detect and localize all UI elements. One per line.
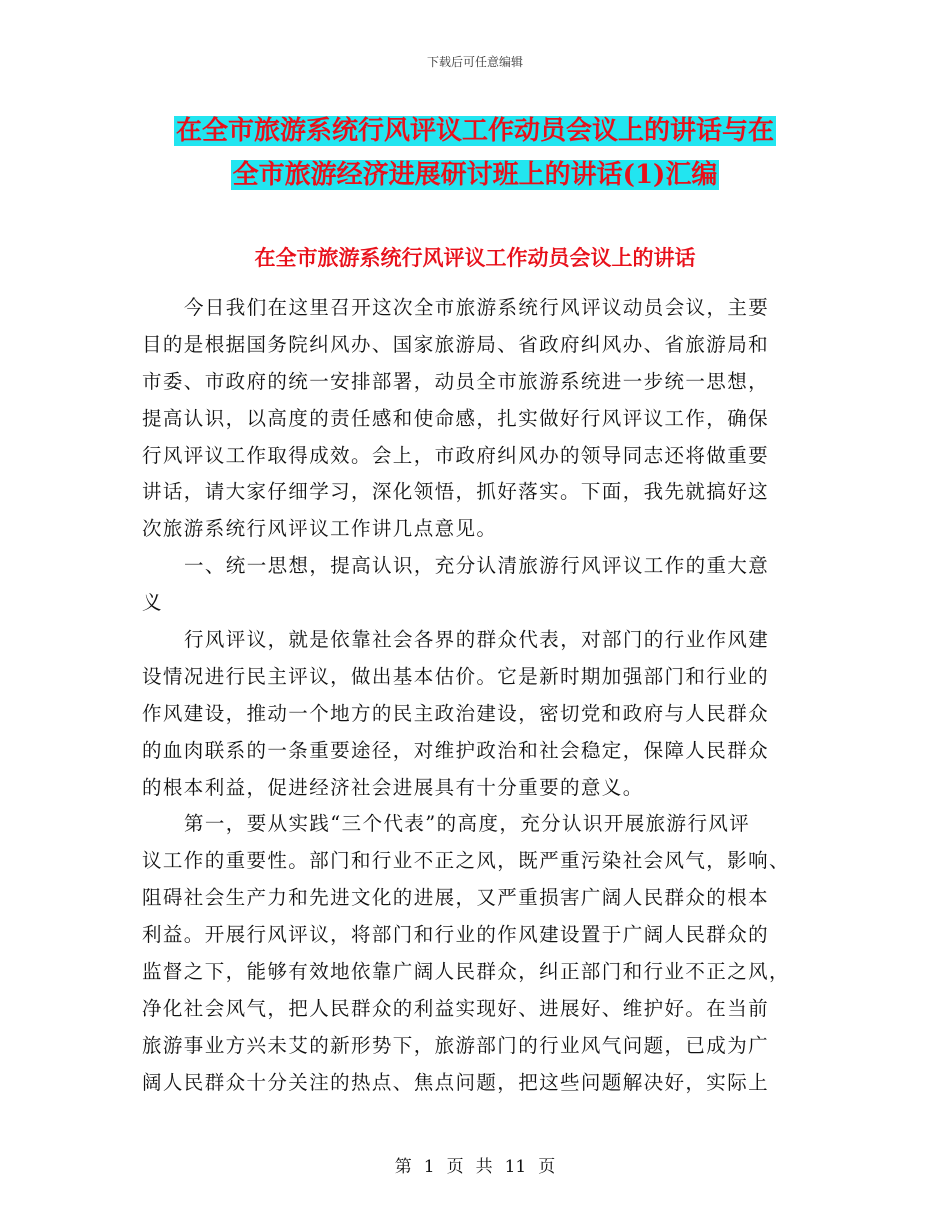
footer-page-label: 页 — [446, 1157, 464, 1177]
page-footer — [0, 1152, 950, 1177]
footer-total-suffix: 页 — [538, 1157, 556, 1177]
body-line: 提高认识，以高度的责任感和使命感，扎实做好行风评议工作，确保 — [142, 406, 770, 430]
document-title-line-1-text: 在全市旅游系统行风评议工作动员会议上的讲话与在 — [175, 116, 774, 146]
body-line: 监督之下，能够有效地依靠广阔人民群众，纠正部门和行业不正之风， — [142, 960, 790, 984]
body-line: 一、统一思想，提高认识，充分认清旅游行风评议工作的重大意 — [184, 554, 770, 578]
body-line: 行风评议工作取得成效。会上，市政府纠风办的领导同志还将做重要 — [142, 443, 770, 467]
document-title-line-1 — [0, 108, 950, 154]
document-body — [142, 290, 806, 1102]
body-line: 阔人民群众十分关注的热点、焦点问题，把这些问题解决好，实际上 — [142, 1070, 770, 1094]
body-line: 讲话，请大家仔细学习，深化领悟，抓好落实。下面，我先就搞好这 — [142, 480, 770, 504]
body-line: 的血肉联系的一条重要途径，对维护政治和社会稳定，保障人民群众 — [142, 738, 770, 762]
body-line: 目的是根据国务院纠风办、国家旅游局、省政府纠风办、省旅游局和 — [142, 332, 770, 356]
body-line: 旅游事业方兴未艾的新形势下，旅游部门的行业风气问题，已成为广 — [142, 1033, 770, 1057]
body-line: 今日我们在这里召开这次全市旅游系统行风评议动员会议，主要 — [184, 296, 770, 319]
footer-page-number: 1 — [423, 1157, 435, 1177]
body-line: 市委、市政府的统一安排部署，动员全市旅游系统进一步统一思想， — [142, 369, 770, 393]
body-line: 的根本利益，促进经济社会进展具有十分重要的意义。 — [142, 775, 644, 799]
section-title: 在全市旅游系统行风评议工作动员会议上的讲话 — [254, 245, 696, 270]
footer-total-prefix: 共 — [475, 1157, 493, 1177]
body-line: 设情况进行民主评议，做出基本估价。它是新时期加强部门和行业的 — [142, 664, 770, 688]
body-line: 净化社会风气，把人民群众的利益实现好、进展好、维护好。在当前 — [142, 996, 770, 1020]
body-line: 行风评议，就是依靠社会各界的群众代表，对部门的行业作风建 — [184, 628, 770, 652]
body-line: 阻碍社会生产力和先进文化的进展，又严重损害广阔人民群众的根本 — [142, 886, 770, 910]
body-line: 义 — [142, 591, 163, 615]
document-title-line-2 — [0, 152, 950, 198]
body-line: 作风建设，推动一个地方的民主政治建设，密切党和政府与人民群众 — [142, 701, 770, 725]
page-header-note: 下载后可任意编辑 — [426, 55, 523, 69]
body-line: 利益。开展行风评议，将部门和行业的作风建设置于广阔人民群众的 — [142, 923, 770, 947]
document-title-line-2-text: 全市旅游经济进展研讨班上的讲话(1)汇编 — [232, 160, 718, 190]
footer-page-prefix: 第 — [394, 1157, 412, 1177]
body-line: 议工作的重要性。部门和行业不正之风，既严重污染社会风气，影响、 — [142, 849, 790, 873]
body-line: 次旅游系统行风评议工作讲几点意见。 — [142, 517, 498, 541]
footer-total-pages: 11 — [504, 1157, 527, 1177]
body-line: 第一，要从实践“三个代表”的高度，充分认识开展旅游行风评 — [184, 812, 751, 836]
